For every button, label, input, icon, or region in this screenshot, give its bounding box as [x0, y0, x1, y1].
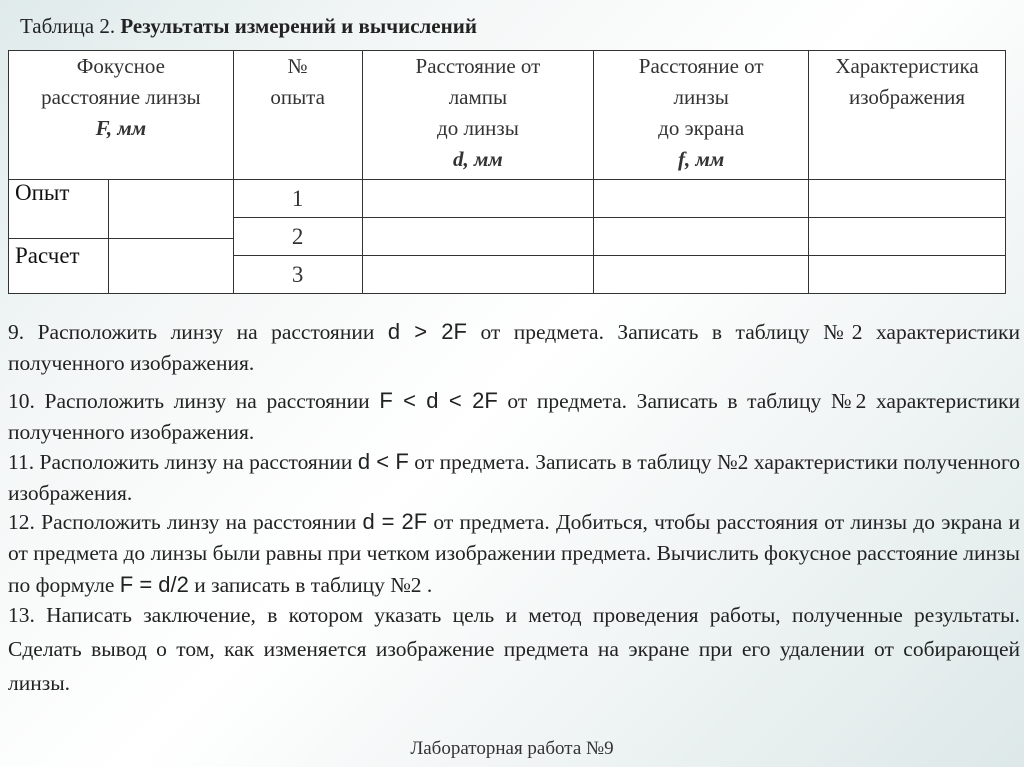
- header-text: Фокусное: [76, 54, 165, 78]
- table-row: [9, 180, 1006, 218]
- step-10: [8, 385, 1020, 448]
- experiment-number: 1: [233, 180, 362, 218]
- header-text: d, мм: [453, 147, 503, 171]
- header-text: изображения: [848, 85, 966, 109]
- header-text: опыта: [270, 85, 325, 109]
- step-text: 12. Расположить линзу на расстоянии: [8, 510, 363, 534]
- step-text: от предмета. Добиться, чтобы расстояния от линзы до экрана и от предмета до линзы были равны при четком изображении предмета. Вычислить фокусное расстояние линзы по формуле: [8, 510, 1021, 597]
- step-formula: d = 2F: [362, 509, 428, 534]
- step-13: [8, 598, 1020, 700]
- table-cell: [809, 218, 1006, 256]
- header-distance-f: [594, 51, 809, 180]
- step-formula: d < F: [357, 449, 409, 474]
- experiment-number: 3: [233, 256, 362, 294]
- step-9: [8, 316, 1020, 379]
- table-cell: [809, 180, 1006, 218]
- header-distance-d: [362, 51, 594, 180]
- table-cell: [362, 180, 594, 218]
- step-12: [8, 506, 1020, 601]
- header-text: до экрана: [658, 116, 745, 140]
- step-formula: d > 2F: [387, 319, 467, 344]
- row-label-experiment: Опыт: [9, 180, 109, 239]
- header-text: Расстояние от: [415, 54, 541, 78]
- header-text: лампы: [448, 85, 508, 109]
- header-experiment-number: [233, 51, 362, 180]
- step-text: и записать в таблицу №2 .: [188, 573, 433, 597]
- table-cell: [594, 218, 809, 256]
- step-formula: F < d < 2F: [379, 388, 498, 413]
- focal-cell-experiment: [108, 180, 233, 239]
- header-text: до линзы: [437, 116, 519, 140]
- focal-cell-calculation: [108, 239, 233, 294]
- step-11: [8, 446, 1020, 509]
- step-text: 9. Расположить линзу на расстоянии: [8, 320, 388, 344]
- table-caption: [20, 14, 477, 39]
- table-cell: [594, 256, 809, 294]
- header-text: линзы: [673, 85, 729, 109]
- row-label-calculation: Расчет: [9, 239, 109, 294]
- step-formula: F = d/2: [119, 572, 189, 597]
- experiment-number: 2: [233, 218, 362, 256]
- table-cell: [809, 256, 1006, 294]
- step-text: от предмета. Записать в таблицу №2 характеристики полученного изображения.: [8, 389, 1020, 444]
- step-text: от предмета. Записать в таблицу №2 характеристики полученного изображения.: [8, 320, 1020, 375]
- step-text: 11. Расположить линзу на расстоянии: [8, 450, 358, 474]
- step-text: 13. Написать заключение, в котором указать цель и метод проведения работы, полученные результаты. Сделать вывод о том, как изменяется изображение предмета на экране при его удалении от собирающей линзы.: [8, 603, 1020, 695]
- table-cell: [362, 256, 594, 294]
- step-text: 10. Расположить линзу на расстоянии: [8, 389, 380, 413]
- caption-prefix: Таблица 2.: [20, 14, 116, 38]
- table-cell: [594, 180, 809, 218]
- header-text: Расстояние от: [638, 54, 764, 78]
- header-text: Характеристика: [835, 54, 979, 78]
- table-header-row: [9, 51, 1006, 180]
- header-text: №: [287, 54, 308, 78]
- page-footer: Лабораторная работа №9: [410, 738, 614, 759]
- header-text: f, мм: [678, 147, 725, 171]
- table-cell: [362, 218, 594, 256]
- header-text: F, мм: [95, 116, 147, 140]
- step-text: от предмета. Записать в таблицу №2 характеристики полученного изображения.: [8, 450, 1020, 505]
- results-table: [8, 50, 1006, 294]
- header-focal-length: [9, 51, 234, 180]
- header-text: расстояние линзы: [41, 85, 201, 109]
- caption-title: Результаты измерений и вычислений: [120, 14, 477, 38]
- header-image-characteristic: [809, 51, 1006, 180]
